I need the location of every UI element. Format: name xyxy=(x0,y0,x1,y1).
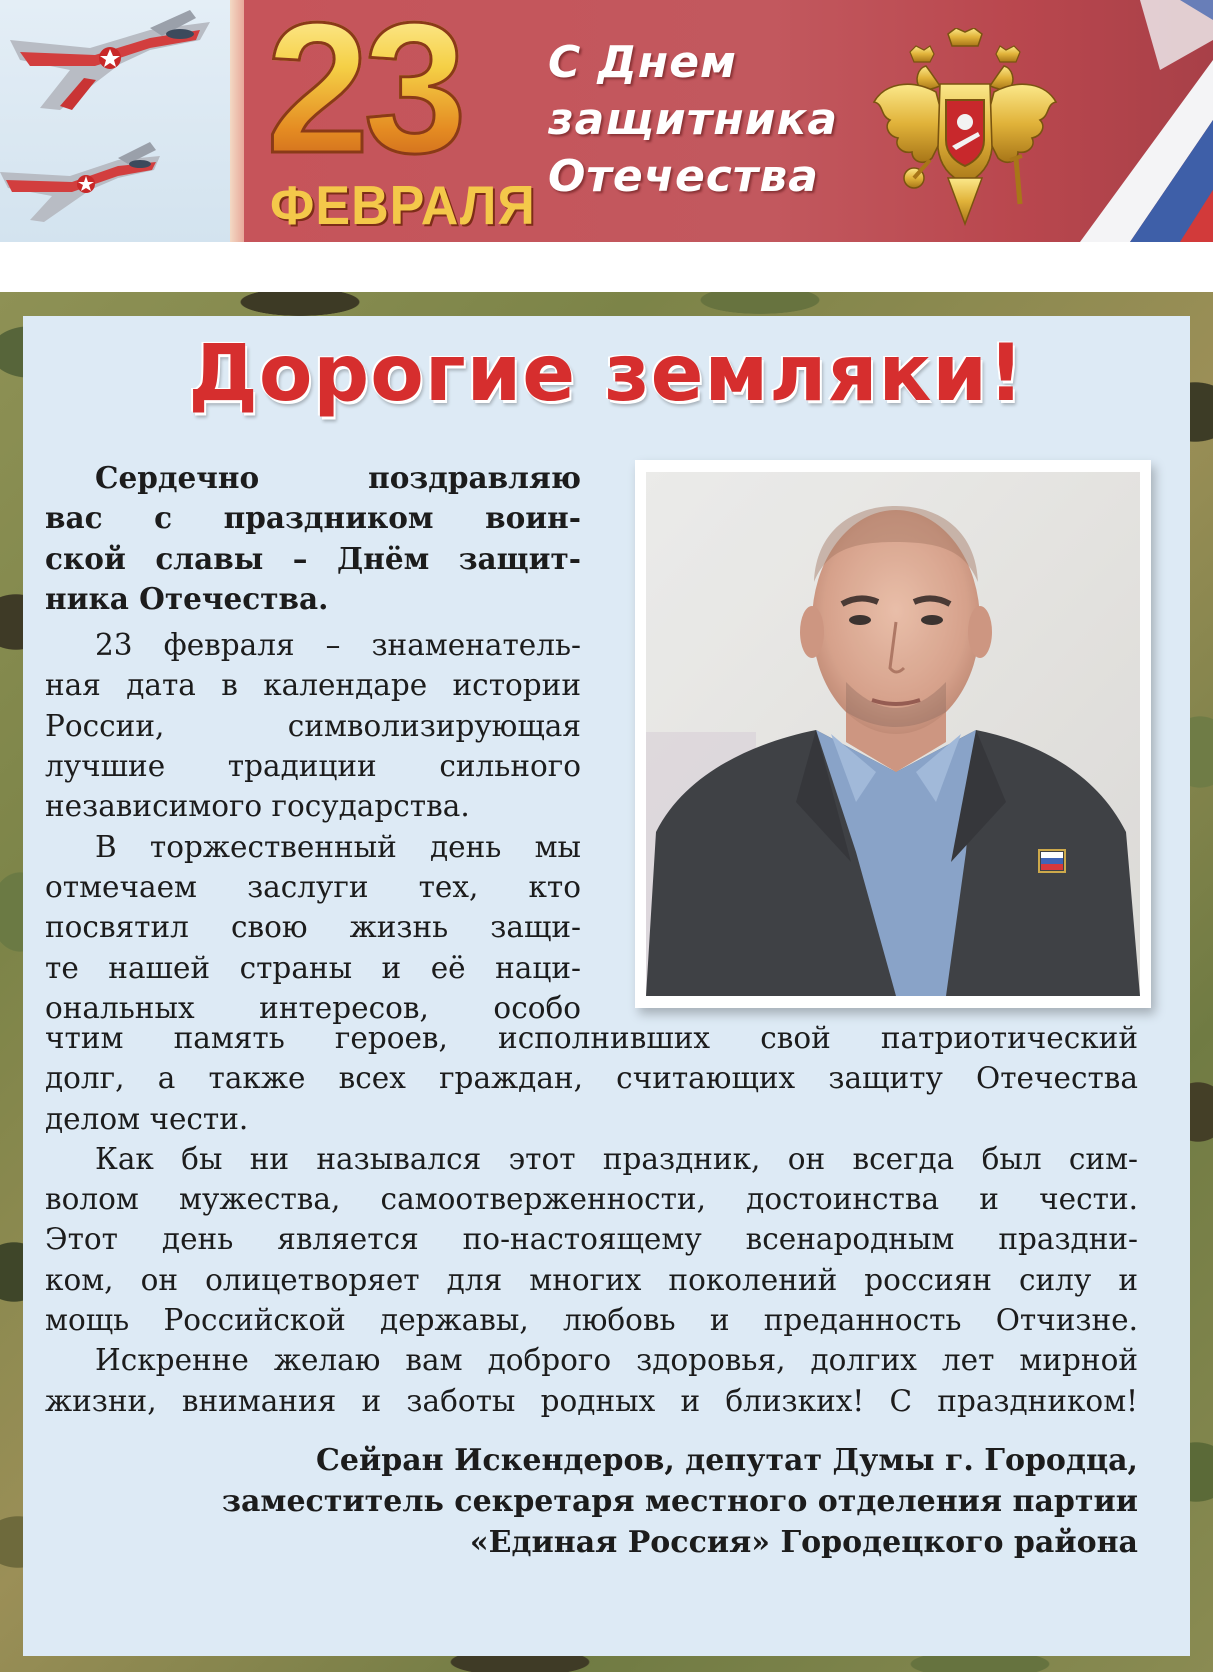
paragraph-line xyxy=(45,706,581,746)
paragraph-line xyxy=(45,948,581,988)
text-line: ника Отечества. xyxy=(45,580,329,616)
text-line: долг, а также всех граждан, считающих защиту Отечества xyxy=(45,1061,1138,1096)
text-line: жизни, внимания и заботы родных и близких! С праздником! xyxy=(45,1383,1138,1418)
text-line: ской славы – Днём защит- xyxy=(45,540,581,576)
text-line: лучшие традиции сильного xyxy=(45,749,581,784)
fighter-jets-illustration xyxy=(0,0,230,242)
text-line: независимого государства. xyxy=(45,789,470,824)
paragraph-line xyxy=(45,786,581,826)
text-line: волом мужества, самоотверженности, достоинства и чести. xyxy=(45,1182,1138,1217)
greeting-line: защитника xyxy=(548,94,839,145)
paragraph-line xyxy=(45,665,581,705)
date-day: 23 xyxy=(266,0,461,182)
signature-line: заместитель секретаря местного отделения партии xyxy=(221,1484,1138,1519)
fighter-jet-icon xyxy=(0,142,160,222)
holiday-banner xyxy=(0,0,1213,242)
text-line: ком, он олицетворяет для многих поколений россиян силу и xyxy=(45,1262,1138,1297)
paragraph-line xyxy=(45,1219,1138,1259)
paragraph-line xyxy=(45,867,581,907)
lead-paragraph-line xyxy=(45,579,581,619)
text-line: посвятил свою жизнь защи- xyxy=(45,910,581,945)
paragraph-line xyxy=(45,1058,1138,1098)
portrait-photo-frame xyxy=(635,460,1151,1008)
camouflage-frame xyxy=(0,292,1213,1672)
text-line: Искренне желаю вам доброго здоровья, долгих лет мирной xyxy=(95,1343,1138,1378)
text-line: 23 февраля – знаменатель- xyxy=(95,628,581,663)
date-month: ФЕВРАЛЯ xyxy=(270,175,536,237)
greeting-card xyxy=(23,316,1190,1656)
paragraph-line xyxy=(45,1340,1138,1380)
greeting-line: Отечества xyxy=(548,151,819,202)
fighter-jet-icon xyxy=(10,10,210,110)
paragraph-line xyxy=(45,907,581,947)
portrait-photo xyxy=(646,472,1140,996)
signature-block xyxy=(78,1440,1138,1563)
paragraph-line xyxy=(45,1260,1138,1300)
lead-paragraph-line xyxy=(45,539,581,579)
paragraph-line xyxy=(45,1139,1138,1179)
text-line: Этот день является по-настоящему всенародным праздни- xyxy=(45,1222,1138,1257)
text-line: те нашей страны и её наци- xyxy=(45,950,581,985)
text-line: мощь Российской державы, любовь и преданность Отчизне. xyxy=(45,1303,1138,1338)
banner-greeting xyxy=(548,34,848,205)
paragraph-line xyxy=(45,746,581,786)
paragraph-line xyxy=(45,1018,1138,1058)
left-column-text xyxy=(45,458,581,1028)
paragraph-line xyxy=(45,1381,1138,1421)
russian-coat-of-arms-emblem xyxy=(870,28,1060,228)
paragraph-line xyxy=(45,1099,1138,1139)
text-line: ная дата в календаре истории xyxy=(45,668,581,703)
signature-line: Сейран Искендеров, депутат Думы г. Городца, xyxy=(316,1443,1138,1478)
full-width-text xyxy=(45,1018,1138,1421)
text-line: В торжественный день мы xyxy=(95,829,581,864)
text-line: вас с праздником воин- xyxy=(45,500,581,536)
flag-stripes-decoration xyxy=(1040,0,1213,242)
text-line: отмечаем заслуги тех, кто xyxy=(45,869,581,904)
lead-paragraph xyxy=(45,458,581,498)
paragraph-line xyxy=(45,827,581,867)
page-title: Дорогие земляки! xyxy=(188,329,1025,419)
text-line: Как бы ни назывался этот праздник, он всегда был сим- xyxy=(95,1141,1138,1176)
text-line: ональных интересов, особо xyxy=(45,990,581,1025)
text-line: делом чести. xyxy=(45,1101,249,1136)
paragraph-line xyxy=(45,1179,1138,1219)
text-line: России, символизирующая xyxy=(45,708,581,743)
lead-paragraph-line xyxy=(45,498,581,538)
text-line: Сердечно поздравляю xyxy=(95,460,581,495)
text-line: чтим память героев, исполнивших свой патриотический xyxy=(45,1021,1138,1055)
greeting-line: С Днем xyxy=(548,37,738,88)
signature-line: «Единая Россия» Городецкого района xyxy=(469,1525,1138,1560)
paragraph-line xyxy=(45,625,581,665)
paragraph-line xyxy=(45,1300,1138,1340)
